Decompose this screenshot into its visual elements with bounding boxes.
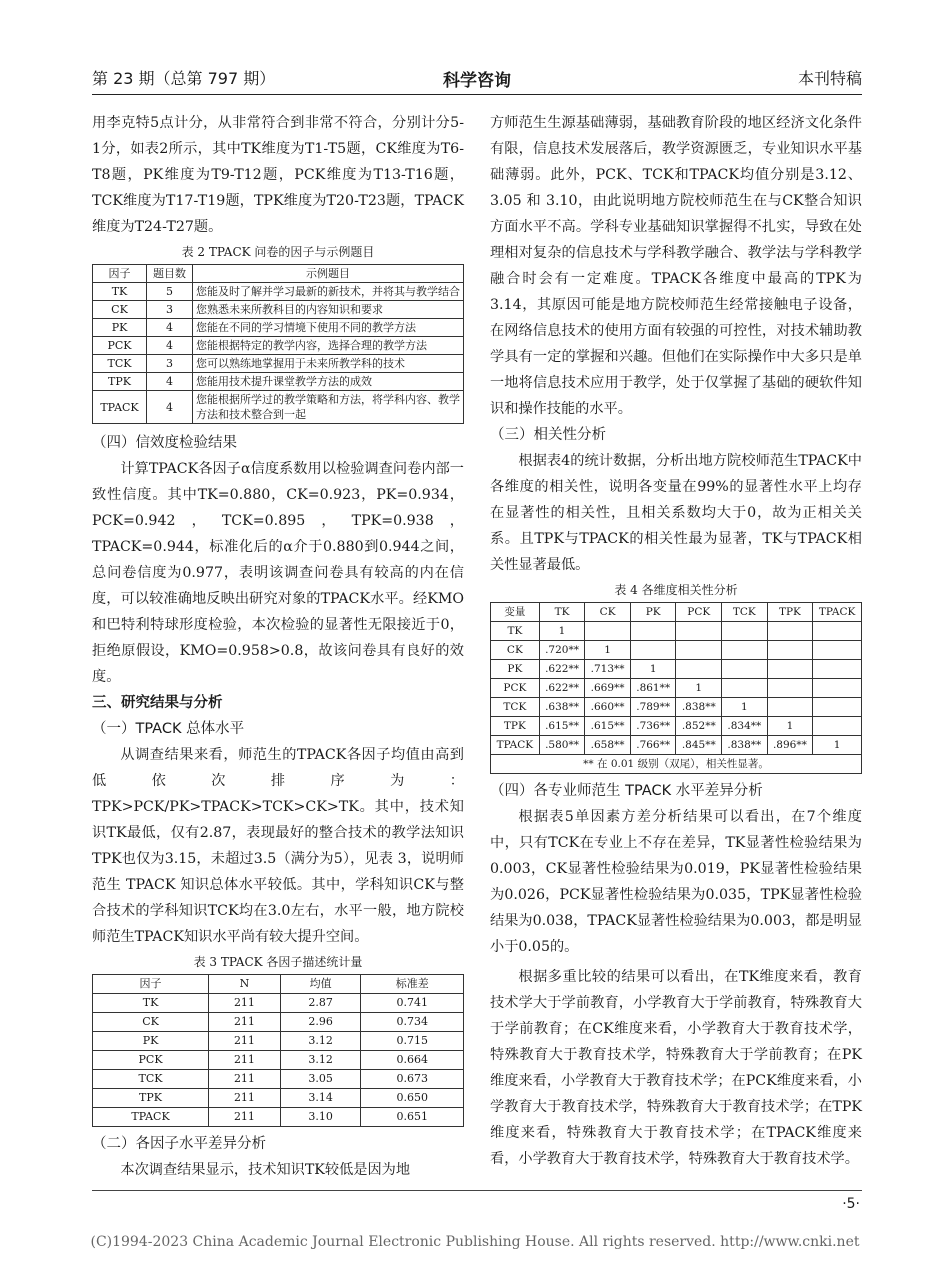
table-cell xyxy=(767,679,813,698)
table-cell: 1 xyxy=(630,660,676,679)
table-header-cell: TPACK xyxy=(813,603,862,622)
table-cell: PCK xyxy=(93,1051,209,1070)
table-header-row xyxy=(93,265,464,283)
table-cell xyxy=(767,641,813,660)
table-row xyxy=(491,679,862,698)
table-cell: TPACK xyxy=(93,1108,209,1127)
table-caption: 表 3 TPACK 各因子描述统计量 xyxy=(193,955,363,969)
table-cell: 1 xyxy=(676,679,722,698)
table-cell: 1 xyxy=(585,641,631,660)
table-cell: .658** xyxy=(585,736,631,755)
table-header-cell: 示例题目 xyxy=(193,265,464,283)
table-cell: 您能根据所学过的教学策略和方法，将学科内容、教学方法和技术整合到一起 xyxy=(193,391,464,424)
table-cell: 您可以熟练地掌握用于未来所教学科的技术 xyxy=(193,355,464,373)
table-cell xyxy=(813,641,862,660)
table-cell: TPK xyxy=(93,1089,209,1108)
table-3 xyxy=(92,974,464,1127)
table-cell: TCK xyxy=(491,698,540,717)
table-cell: PK xyxy=(93,1032,209,1051)
table-cell xyxy=(676,641,722,660)
table-cell: 211 xyxy=(209,1032,281,1051)
table-cell: 2.96 xyxy=(280,1013,361,1032)
table-header-cell: 均值 xyxy=(280,975,361,994)
table-cell: 0.715 xyxy=(361,1032,464,1051)
table-cell xyxy=(676,660,722,679)
table-cell: 您能在不同的学习情境下使用不同的教学方法 xyxy=(193,319,464,337)
right-column xyxy=(490,110,862,1172)
table-cell: 您能及时了解并学习最新的新技术，并将其与教学结合 xyxy=(193,283,464,301)
table-cell: 您能根据特定的教学内容，选择合理的教学方法 xyxy=(193,337,464,355)
section-heading: 三、研究结果与分析 xyxy=(92,695,223,711)
table-cell: .861** xyxy=(630,679,676,698)
table-cell: .622** xyxy=(539,660,585,679)
table-cell: .736** xyxy=(630,717,676,736)
table-cell: 211 xyxy=(209,994,281,1013)
table-row xyxy=(93,994,464,1013)
table-header-cell: PCK xyxy=(676,603,722,622)
section-heading: （四）信效度检验结果 xyxy=(92,435,237,451)
table-row xyxy=(491,698,862,717)
table-2 xyxy=(92,264,464,424)
table-cell: TPACK xyxy=(93,391,147,424)
table-row xyxy=(93,373,464,391)
table-cell: .615** xyxy=(539,717,585,736)
table-cell: .838** xyxy=(722,736,768,755)
table-cell: PCK xyxy=(93,337,147,355)
table-cell: PCK xyxy=(491,679,540,698)
table-cell xyxy=(630,641,676,660)
table-cell: 4 xyxy=(147,373,193,391)
table-header-cell: TCK xyxy=(722,603,768,622)
table-row xyxy=(93,1108,464,1127)
table-cell: 1 xyxy=(813,736,862,755)
table-cell: 3 xyxy=(147,301,193,319)
table-cell: TK xyxy=(93,994,209,1013)
table-cell: .615** xyxy=(585,717,631,736)
paragraph: 根据表4的统计数据，分析出地方院校师范生TPACK中各维度的相关性，说明各变量在99%的显著性水平上均存在显著性的相关性，且相关系数均大于0，故为正相关关系。且TPK与TPACK的相关性最为显著，TK与TPACK相关性显著最低。 xyxy=(490,453,862,573)
table-cell: 0.651 xyxy=(361,1108,464,1127)
table-cell: 0.664 xyxy=(361,1051,464,1070)
table-note-row xyxy=(491,755,862,774)
table-cell xyxy=(813,679,862,698)
paragraph: 用李克特5点计分，从非常符合到非常不符合，分别计分5-1分，如表2所示，其中TK维度为T1-T5题，CK维度为T6-T8题，PK维度为T9-T12题，PCK维度为T13-T16题，TCK维度为T17-T19题，TPK维度为T20-T23题，TPACK维度为T24-T27题。 xyxy=(92,115,464,235)
table-cell xyxy=(722,679,768,698)
copyright-line: (C)1994-2023 China Academic Journal Electronic Publishing House. All rights reserved. http://www.cnki.net xyxy=(90,1234,860,1250)
table-cell: 3.12 xyxy=(280,1032,361,1051)
table-cell: 3.05 xyxy=(280,1070,361,1089)
table-cell: 3.10 xyxy=(280,1108,361,1127)
table-row xyxy=(93,391,464,424)
table-cell xyxy=(676,622,722,641)
table-header-cell: CK xyxy=(585,603,631,622)
paragraph: 从调查结果来看，师范生的TPACK各因子均值由高到低依次排序为：TPK>PCK/PK>TPACK>TCK>CK>TK。其中，技术知识TK最低，仅有2.87，表现最好的整合技术的教学法知识TPK也仅为3.15，未超过3.5（满分为5），见表 3，说明师范生 TPACK 知识总体水平较低。其中，学科知识CK与整合技术的学科知识TCK均在3.0左右，水平一般，地方院校师范生TPACK知识水平尚有较大提升空间。 xyxy=(92,747,464,945)
table-cell: .852** xyxy=(676,717,722,736)
table-row xyxy=(93,355,464,373)
section-heading: （三）相关性分析 xyxy=(490,427,606,443)
table-header-cell: 变量 xyxy=(491,603,540,622)
table-cell xyxy=(585,622,631,641)
table-cell: TK xyxy=(93,283,147,301)
table-header-cell: N xyxy=(209,975,281,994)
section-heading: （二）各因子水平差异分析 xyxy=(92,1136,266,1152)
table-row xyxy=(491,736,862,755)
table-cell: 211 xyxy=(209,1070,281,1089)
table-cell: .838** xyxy=(676,698,722,717)
table-header-row xyxy=(93,975,464,994)
table-row xyxy=(93,337,464,355)
table-header-cell: PK xyxy=(630,603,676,622)
table-cell: CK xyxy=(491,641,540,660)
table-header-row xyxy=(491,603,862,622)
section-heading: （四）各专业师范生 TPACK 水平差异分析 xyxy=(490,783,763,799)
table-cell: 您熟悉未来所教科目的内容知识和要求 xyxy=(193,301,464,319)
table-4 xyxy=(490,602,862,774)
paragraph: 根据表5单因素方差分析结果可以看出，在7个维度中，只有TCK在专业上不存在差异，TK显著性检验结果为0.003，CK显著性检验结果为0.019，PK显著性检验结果为0.026，PCK显著性检验结果为0.035，TPK显著性检验结果为0.038，TPACK显著性检验结果为0.003，都是明显小于0.05的。 xyxy=(490,809,862,955)
table-cell: .669** xyxy=(585,679,631,698)
table-cell xyxy=(722,622,768,641)
table-row xyxy=(93,301,464,319)
table-row xyxy=(491,641,862,660)
table-row xyxy=(491,717,862,736)
table-cell: PK xyxy=(93,319,147,337)
table-header-cell: 题目数 xyxy=(147,265,193,283)
table-cell: 您能用技术提升课堂教学方法的成效 xyxy=(193,373,464,391)
table-cell: 211 xyxy=(209,1108,281,1127)
table-cell: .834** xyxy=(722,717,768,736)
table-cell: 1 xyxy=(767,717,813,736)
table-cell: .638** xyxy=(539,698,585,717)
table-row xyxy=(491,622,862,641)
table-cell: TPK xyxy=(491,717,540,736)
table-cell: .720** xyxy=(539,641,585,660)
section-heading: （一）TPACK 总体水平 xyxy=(92,721,245,737)
table-cell: 1 xyxy=(539,622,585,641)
table-cell: 5 xyxy=(147,283,193,301)
table-cell xyxy=(767,698,813,717)
table-cell: 0.741 xyxy=(361,994,464,1013)
table-cell: 1 xyxy=(722,698,768,717)
paragraph: 本次调查结果显示，技术知识TK较低是因为地 xyxy=(120,1162,411,1178)
paragraph: 根据多重比较的结果可以看出，在TK维度来看，教育技术学大于学前教育，小学教育大于学前教育，特殊教育大于学前教育；在CK维度来看，小学教育大于教育技术学，特殊教育大于教育技术学，特殊教育大于学前教育；在PK维度来看，小学教育大于教育技术学；在PCK维度来看，小学教育大于教育技术学，特殊教育大于教育技术学；在TPK维度来看，特殊教育大于教育技术学；在TPACK维度来看，小学教育大于教育技术学，特殊教育大于教育技术学。 xyxy=(490,969,862,1167)
table-cell xyxy=(813,660,862,679)
table-cell: 2.87 xyxy=(280,994,361,1013)
section-name: 本刊特稿 xyxy=(797,69,862,88)
table-caption: 表 2 TPACK 问卷的因子与示例题目 xyxy=(181,245,375,259)
table-row xyxy=(93,283,464,301)
table-header-cell: 标准差 xyxy=(361,975,464,994)
table-header-cell: 因子 xyxy=(93,265,147,283)
table-row xyxy=(93,319,464,337)
table-cell: .580** xyxy=(539,736,585,755)
table-row xyxy=(93,1089,464,1108)
table-cell: 0.650 xyxy=(361,1089,464,1108)
table-row xyxy=(93,1032,464,1051)
table-cell: TK xyxy=(491,622,540,641)
paragraph: 方师范生生源基础薄弱，基础教育阶段的地区经济文化条件有限，信息技术发展落后，教学资源匮乏，专业知识水平基础薄弱。此外，PCK、TCK和TPACK均值分别是3.12、3.05 和 3.10，由此说明地方院校师范生在与CK整合知识方面水平不高。学科专业基础知识掌握得不扎实，导致在处理相对复杂的信息技术与学科教学融合、教学法与学科教学融合时会有一定难度。TPACK各维度中最高的TPK为3.14，其原因可能是地方院校师范生经常接触电子设备，在网络信息技术的使用方面有较强的可控性，对技术辅助教学具有一定的掌握和兴趣。但他们在实际操作中大多只是单一地将信息技术应用于教学，处于仅掌握了基础的硬软件知识和操作技能的水平。 xyxy=(490,115,862,417)
table-cell: TPK xyxy=(93,373,147,391)
table-cell: .622** xyxy=(539,679,585,698)
table-note: ** 在 0.01 级别（双尾），相关性显著。 xyxy=(491,755,862,774)
table-cell: 0.673 xyxy=(361,1070,464,1089)
issue-number: 第 23 期（总第 797 期） xyxy=(92,69,276,88)
table-row xyxy=(93,1070,464,1089)
header-rule xyxy=(92,94,862,95)
table-header-cell: TK xyxy=(539,603,585,622)
table-cell: CK xyxy=(93,1013,209,1032)
table-cell: TCK xyxy=(93,355,147,373)
table-cell: 4 xyxy=(147,319,193,337)
table-cell: PK xyxy=(491,660,540,679)
table-header-cell: TPK xyxy=(767,603,813,622)
journal-title: 科学咨询 xyxy=(443,71,511,91)
table-cell: .766** xyxy=(630,736,676,755)
table-cell xyxy=(813,717,862,736)
table-cell: 211 xyxy=(209,1089,281,1108)
table-cell: 0.734 xyxy=(361,1013,464,1032)
table-cell: 211 xyxy=(209,1051,281,1070)
table-cell: .845** xyxy=(676,736,722,755)
table-cell xyxy=(630,622,676,641)
table-cell: .713** xyxy=(585,660,631,679)
table-cell xyxy=(767,660,813,679)
table-cell: 3.14 xyxy=(280,1089,361,1108)
footer-rule xyxy=(92,1190,862,1191)
table-cell: .896** xyxy=(767,736,813,755)
running-header xyxy=(92,66,862,92)
table-cell: TPACK xyxy=(491,736,540,755)
table-cell: 4 xyxy=(147,391,193,424)
table-cell: .789** xyxy=(630,698,676,717)
table-cell: TCK xyxy=(93,1070,209,1089)
table-header-cell: 因子 xyxy=(93,975,209,994)
paragraph: 计算TPACK各因子α信度系数用以检验调查问卷内部一致性信度。其中TK=0.880，CK=0.923，PK=0.934，PCK=0.942，TCK=0.895，TPK=0.938，TPACK=0.944，标准化后的α介于0.880到0.944之间，总问卷信度为0.977，表明该调查问卷具有较高的内在信度，可以较准确地反映出研究对象的TPACK水平。经KMO和巴特利特球形度检验，本次检验的显著性无限接近于0，拒绝原假设，KMO=0.958>0.8，故该问卷具有良好的效度。 xyxy=(92,461,464,685)
table-row xyxy=(93,1013,464,1032)
table-row xyxy=(93,1051,464,1070)
table-cell: CK xyxy=(93,301,147,319)
table-cell xyxy=(813,698,862,717)
table-row xyxy=(491,660,862,679)
table-cell xyxy=(767,622,813,641)
table-cell: 3 xyxy=(147,355,193,373)
table-cell: 211 xyxy=(209,1013,281,1032)
table-cell xyxy=(813,622,862,641)
page-number: ·5· xyxy=(842,1196,860,1212)
table-caption: 表 4 各维度相关性分析 xyxy=(614,583,738,597)
table-cell xyxy=(722,660,768,679)
table-cell: 3.12 xyxy=(280,1051,361,1070)
table-cell: 4 xyxy=(147,337,193,355)
left-column xyxy=(92,110,464,1183)
table-cell xyxy=(722,641,768,660)
table-cell: .660** xyxy=(585,698,631,717)
